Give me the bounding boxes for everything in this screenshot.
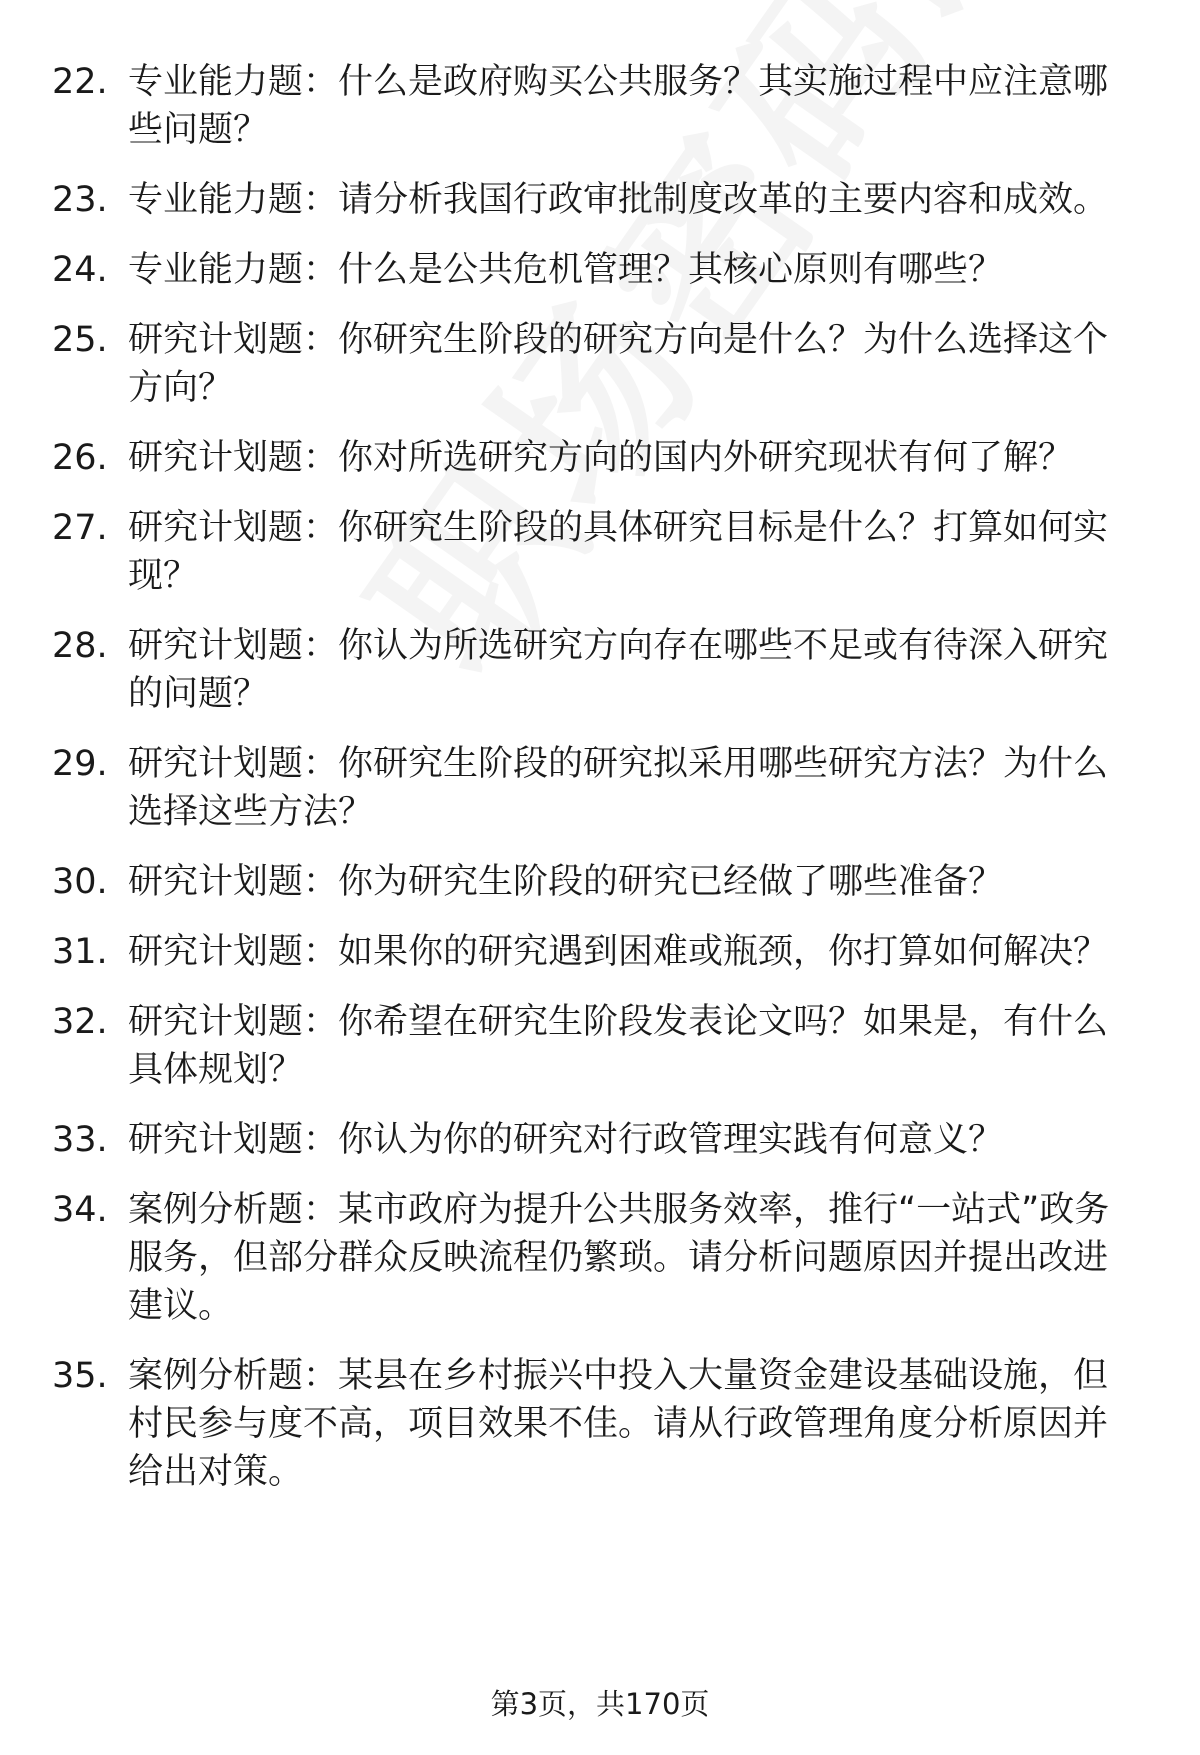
question-text: 案例分析题：某县在乡村振兴中投入大量资金建设基础设施，但村民参与度不高，项目效果不佳。请从行政管理角度分析原因并给出对策。: [128, 1356, 1109, 1492]
question-number: 32.: [52, 1002, 108, 1042]
question-item: [52, 504, 1142, 600]
question-number: 33.: [52, 1120, 108, 1160]
question-number: 22.: [52, 62, 108, 102]
question-list: [52, 58, 1142, 1518]
question-text: 研究计划题：你认为你的研究对行政管理实践有何意义？: [128, 1120, 1004, 1160]
question-number: 25.: [52, 320, 108, 360]
question-text: 研究计划题：你研究生阶段的研究拟采用哪些研究方法？为什么选择这些方法？: [128, 744, 1109, 832]
question-number: 31.: [52, 932, 108, 972]
page-number-footer: 第3页，共170页: [490, 1687, 710, 1721]
question-text: 案例分析题：某市政府为提升公共服务效率，推行“一站式”政务服务，但部分群众反映流程仍繁琐。请分析问题原因并提出改进建议。: [128, 1190, 1110, 1326]
question-number: 24.: [52, 250, 108, 290]
question-number: 26.: [52, 438, 108, 478]
question-number: 34.: [52, 1190, 108, 1230]
question-text: 研究计划题：你对所选研究方向的国内外研究现状有何了解？: [128, 438, 1074, 478]
question-text: 研究计划题：你研究生阶段的具体研究目标是什么？打算如何实现？: [128, 508, 1109, 596]
question-item: [52, 246, 1142, 294]
question-number: 35.: [52, 1356, 108, 1396]
question-text: 研究计划题：你研究生阶段的研究方向是什么？为什么选择这个方向？: [128, 320, 1109, 408]
question-item: [52, 1116, 1142, 1164]
question-text: 研究计划题：你希望在研究生阶段发表论文吗？如果是，有什么具体规划？: [128, 1002, 1109, 1090]
question-number: 29.: [52, 744, 108, 784]
question-number: 27.: [52, 508, 108, 548]
question-item: [52, 998, 1142, 1094]
question-item: [52, 316, 1142, 412]
question-text: 专业能力题：什么是政府购买公共服务？其实施过程中应注意哪些问题？: [128, 62, 1109, 150]
question-number: 23.: [52, 180, 108, 220]
question-item: [52, 434, 1142, 482]
question-text: 研究计划题：你为研究生阶段的研究已经做了哪些准备？: [128, 862, 1004, 902]
question-text: 研究计划题：你认为所选研究方向存在哪些不足或有待深入研究的问题？: [128, 626, 1109, 714]
question-item: [52, 58, 1142, 154]
question-text: 研究计划题：如果你的研究遇到困难或瓶颈，你打算如何解决？: [128, 932, 1109, 972]
question-item: [52, 622, 1142, 718]
question-item: [52, 858, 1142, 906]
question-text: 专业能力题：请分析我国行政审批制度改革的主要内容和成效。: [128, 180, 1109, 220]
question-item: [52, 928, 1142, 976]
question-number: 28.: [52, 626, 108, 666]
question-number: 30.: [52, 862, 108, 902]
question-item: [52, 740, 1142, 836]
question-item: [52, 176, 1142, 224]
question-text: 专业能力题：什么是公共危机管理？其核心原则有哪些？: [128, 250, 1004, 290]
question-item: [52, 1352, 1142, 1496]
question-item: [52, 1186, 1142, 1330]
